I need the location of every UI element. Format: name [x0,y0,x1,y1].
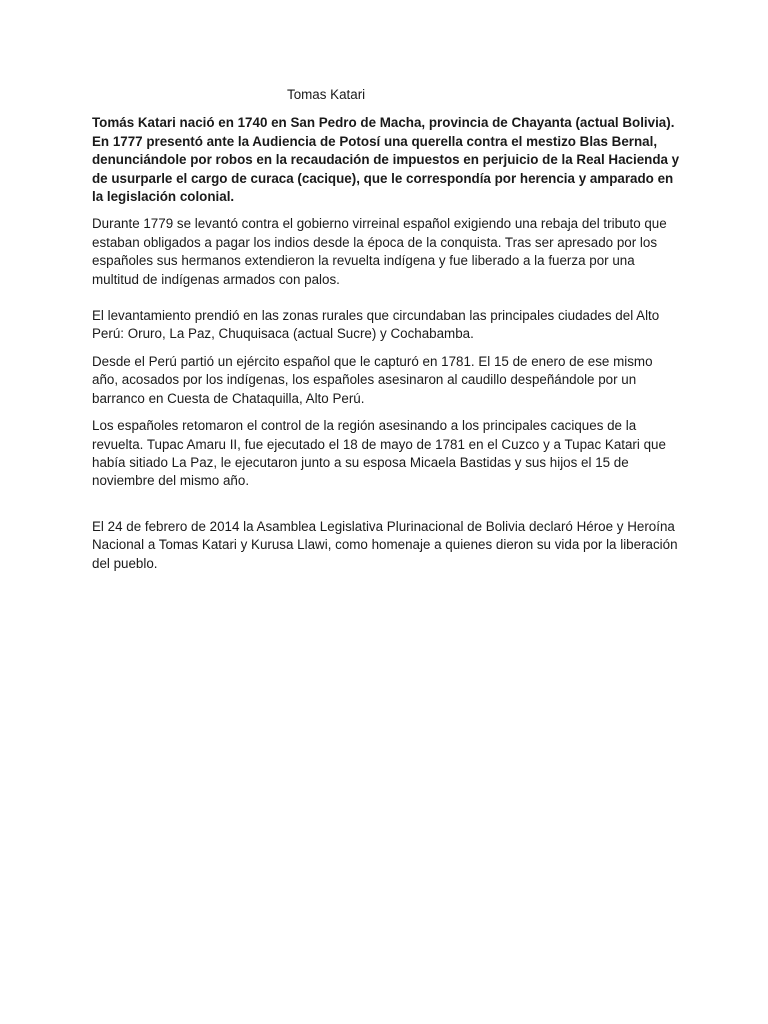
document-body [92,86,682,582]
paragraph-uprising-1779: Durante 1779 se levantó contra el gobierno virreinal español exigiendo una rebaja del tributo que estaban obligados a pagar los indios desde la época de la conquista. Tras ser apresado por los españoles sus hermanos extendieron la revuelta indígena y fue liberado a la fuerza por una multitud de indígenas armados con palos. [92,216,667,287]
intro-paragraph [92,114,682,206]
paragraph-repression: Los españoles retomaron el control de la región asesinando a los principales caciques de la revuelta. Tupac Amaru II, fue ejecutado el 18 de mayo de 1781 en el Cuzco y a Tupac Katari que había sitiado La Paz, le ejecutaron junto a su esposa Micaela Bastidas y sus hijos el 15 de noviembre del mismo año. [92,418,666,489]
intro-line-birth: Tomás Katari nació en 1740 en San Pedro de Macha, provincia de Chayanta (actual Bolivia). [92,115,675,131]
document-title: Tomas Katari [287,87,366,102]
intro-line-complaint: En 1777 presentó ante la Audiencia de Potosí una querella contra el mestizo Blas Bernal, denunciándole por robos en la recaudación de impuestos en perjuicio de la Real Hacienda y de usurparle el cargo de curaca (cacique), que le correspondía por herencia y amparado en la legislación colonial. [92,133,680,205]
paragraph-rural-spread: El levantamiento prendió en las zonas rurales que circundaban las principales ciudades del Alto Perú: Oruro, La Paz, Chuquisaca (actual Sucre) y Cochabamba. [92,308,660,342]
paragraph-capture-1781: Desde el Perú partió un ejército español que le capturó en 1781. El 15 de enero de ese mismo año, acosados por los indígenas, los españoles asesinaron al caudillo despeñándole por un barranco en Cuesta de Chataquilla, Alto Perú. [92,353,653,406]
paragraph-national-hero-2014: El 24 de febrero de 2014 la Asamblea Legislativa Plurinacional de Bolivia declaró Héroe y Heroína Nacional a Tomas Katari y Kurusa Llawi, como homenaje a quienes dieron su vida por la liberación del pueblo. [92,518,678,571]
